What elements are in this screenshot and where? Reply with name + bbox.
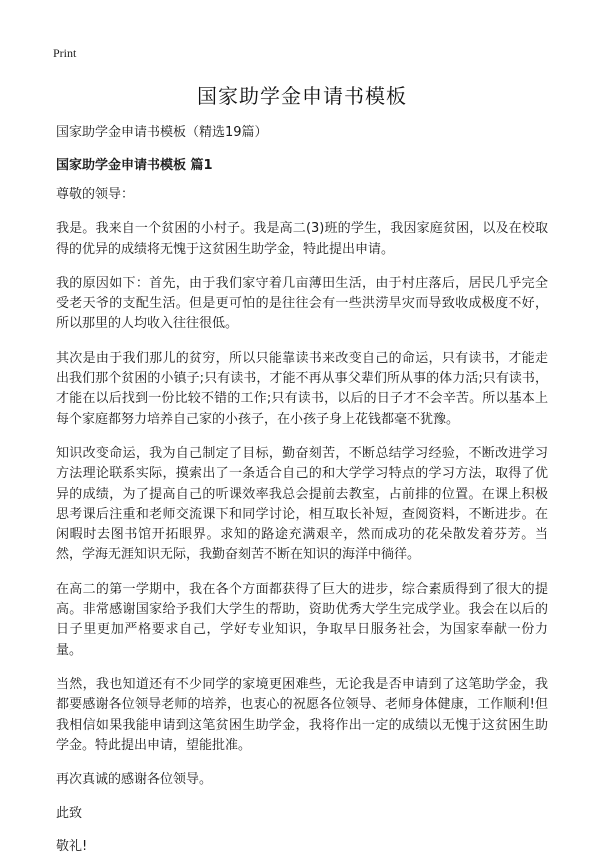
- paragraph-4: 知识改变命运，我为自己制定了目标，勤奋刻苦，不断总结学习经验，不断改进学习方法理论联系实际，摸索出了一条适合自己的和大学学习特点的学习方法，取得了优异的成绩，为了提高自己的听课效率我总会提前去教室，占前排的位置。在课上积极思考课后注重和老师交流课下和同学讨论，相互取长补短，查阅资料，不断进步。在闲暇时去图书馆开拓眼界。求知的路途充满艰辛，然而成功的花朵散发着芬芳。当然，学海无涯知识无际，我勤奋刻苦不断在知识的海洋中徜徉。: [56, 445, 548, 563]
- paragraph-1: 我是。我来自一个贫困的小村子。我是高二(3)班的学生，我因家庭贫困，以及在校取得的优异的成绩将无愧于这贫困生助学金，特此提出申请。: [56, 221, 548, 257]
- paragraph-6: 当然，我也知道还有不少同学的家境更困难些，无论我是否申请到了这笔助学金，我都要感谢各位领导老师的培养，也衷心的祝愿各位领导、老师身体健康，工作顺利!但我相信如果我能申请到这笔贫困生助学金，我将作出一定的成绩以无愧于这贫困生助学金。特此提出申请，望能批准。: [56, 676, 548, 753]
- print-link[interactable]: Print: [53, 46, 77, 60]
- paragraph-2: 我的原因如下：首先，由于我们家守着几亩薄田生活，由于村庄落后，居民几乎完全受老天爷的支配生活。但是更可怕的是往往会有一些洪涝旱灾而导致收成极度不好，所以那里的人均收入往往很低。: [56, 275, 548, 332]
- document-subtitle: 国家助学金申请书模板（精选19篇）: [56, 125, 268, 140]
- paragraph-5: 在高二的第一学期中，我在各个方面都获得了巨大的进步，综合素质得到了很大的提高。非常感谢国家给予我们大学生的帮助，资助优秀大学生完成学业。我会在以后的日子里更加严格要求自己，学好专业知识，争取早日服务社会，为国家奉献一份力量。: [56, 581, 548, 658]
- paragraph-7: 再次真诚的感谢各位领导。: [56, 772, 213, 788]
- section-heading: 国家助学金申请书模板 篇1: [56, 158, 213, 173]
- closing-regards: 此致: [56, 806, 83, 822]
- salutation: 尊敬的领导：: [56, 187, 135, 202]
- paragraph-3: 其次是由于我们那儿的贫穷，所以只能靠读书来改变自己的命运，只有读书，才能走出我们那个贫困的小镇子;只有读书，才能不再从事父辈们所从事的体力活;只有读书，才能在以后找到一份比较不错的工作;只有读书，以后的日子才不会辛苦。所以基本上每个家庭都努力培养自己家的小孩子，在小孩子身上花钱都毫不犹豫。: [56, 350, 548, 427]
- page-title: 国家助学金申请书模板: [197, 84, 407, 108]
- closing-salute: 敬礼!: [56, 838, 88, 854]
